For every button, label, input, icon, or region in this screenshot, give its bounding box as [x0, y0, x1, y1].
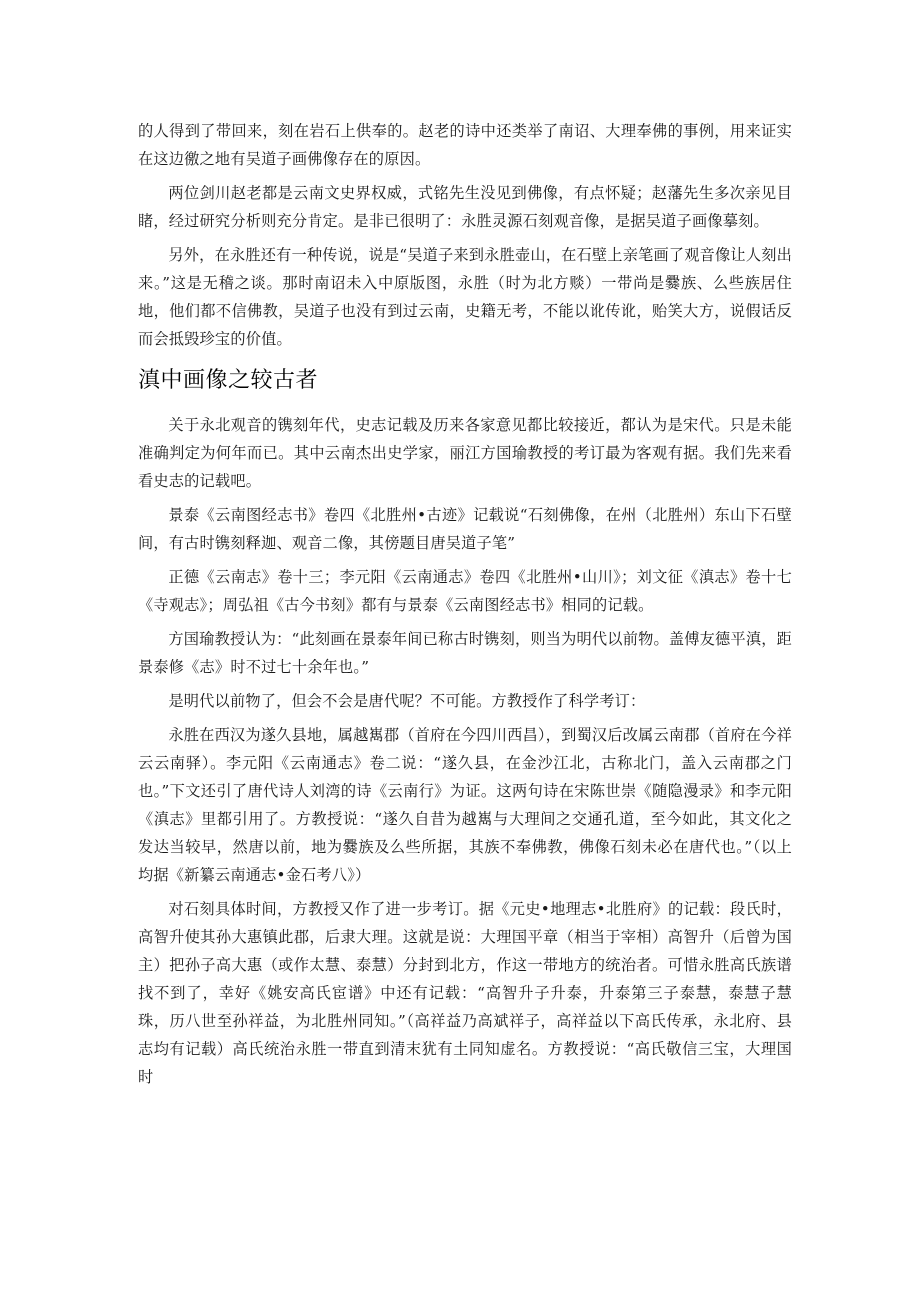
paragraph: 是明代以前物了，但会不会是唐代呢？不可能。方教授作了科学考订：	[168, 692, 646, 710]
paragraph: 方国瑜教授认为：“此刻画在景泰年间已称古时镌刻，则当为明代以前物。盖傅友德平滇，距景泰修《志》时不过七十余年也。”	[138, 630, 792, 676]
paragraph: 关于永北观音的镌刻年代，史志记载及历来各家意见都比较接近，都认为是宋代。只是未能准确判定为何年而已。其中云南杰出史学家，丽江方国瑜教授的考订最为客观有据。我们先来看看史志的记载吧。	[138, 416, 792, 490]
document-body	[138, 117, 792, 1097]
paragraph: 景泰《云南图经志书》卷四《北胜州•古迹》记载说“石刻佛像，在州（北胜州）东山下石壁间，有古时镌刻释迦、观音二像，其傍题目唐吴道子笔”	[138, 506, 792, 552]
paragraph: 两位剑川赵老都是云南文史界权威，式铭先生没见到佛像，有点怀疑；赵藩先生多次亲见目睹，经过研究分析则充分肯定。是非已很明了：永胜灵源石刻观音像，是据吴道子画像摹刻。	[138, 184, 792, 230]
paragraph: 对石刻具体时间，方教授又作了进一步考订。据《元史•地理志•北胜府》的记载：段氏时，高智升使其孙大惠镇此郡，后隶大理。这就是说：大理国平章（相当于宰相）高智升（后曾为国主）把孙子高大惠（或作太慧、泰慧）分封到北方，作这一带地方的统治者。可惜永胜高氏族谱找不到了，幸好《姚安高氏宦谱》中还有记载：“高智升子升泰，升泰第三子泰慧，泰慧子慧珠，历八世至孙祥益，为北胜州同知。”（高祥益乃高斌祥子，高祥益以下高氏传承，永北府、县志均有记载）高氏统治永胜一带直到清末犹有土同知虚名。方教授说：“高氏敬信三宝，大理国时	[138, 900, 792, 1086]
paragraph: 另外，在永胜还有一种传说，说是“吴道子来到永胜壶山，在石壁上亲笔画了观音像让人刻出来。”这是无稽之谈。那时南诏未入中原版图，永胜（时为北方赕）一带尚是爨族、么些族居住地，他们都不信佛教，吴道子也没有到过云南，史籍无考，不能以讹传讹，贻笑大方，说假话反而会抵毁珍宝的价值。	[138, 246, 792, 348]
section-heading: 滇中画像之较古者	[138, 368, 319, 393]
paragraph: 正德《云南志》卷十三；李元阳《云南通志》卷四《北胜州•山川》；刘文征《滇志》卷十七《寺观志》；周弘祖《古今书刻》都有与景泰《云南图经志书》相同的记载。	[138, 568, 792, 614]
paragraph: 永胜在西汉为遂久县地，属越嶲郡（首府在今四川西昌），到蜀汉后改属云南郡（首府在今祥云云南驿）。李元阳《云南通志》卷二说：“遂久县，在金沙江北，古称北门，盖入云南郡之门也。”下文还引了唐代诗人刘湾的诗《云南行》为证。这两句诗在宋陈世崇《随隐漫录》和李元阳《滇志》里都引用了。方教授说：“遂久自昔为越嶲与大理间之交通孔道，至今如此，其文化之发达当较早，然唐以前，地为爨族及么些所据，其族不奉佛教，佛像石刻未必在唐代也。”（以上均据《新纂云南通志•金石考八》）	[138, 726, 792, 884]
paragraph-continuation: 的人得到了带回来，刻在岩石上供奉的。赵老的诗中还类举了南诏、大理奉佛的事例，用来证实在这边徼之地有吴道子画佛像存在的原因。	[138, 122, 792, 168]
